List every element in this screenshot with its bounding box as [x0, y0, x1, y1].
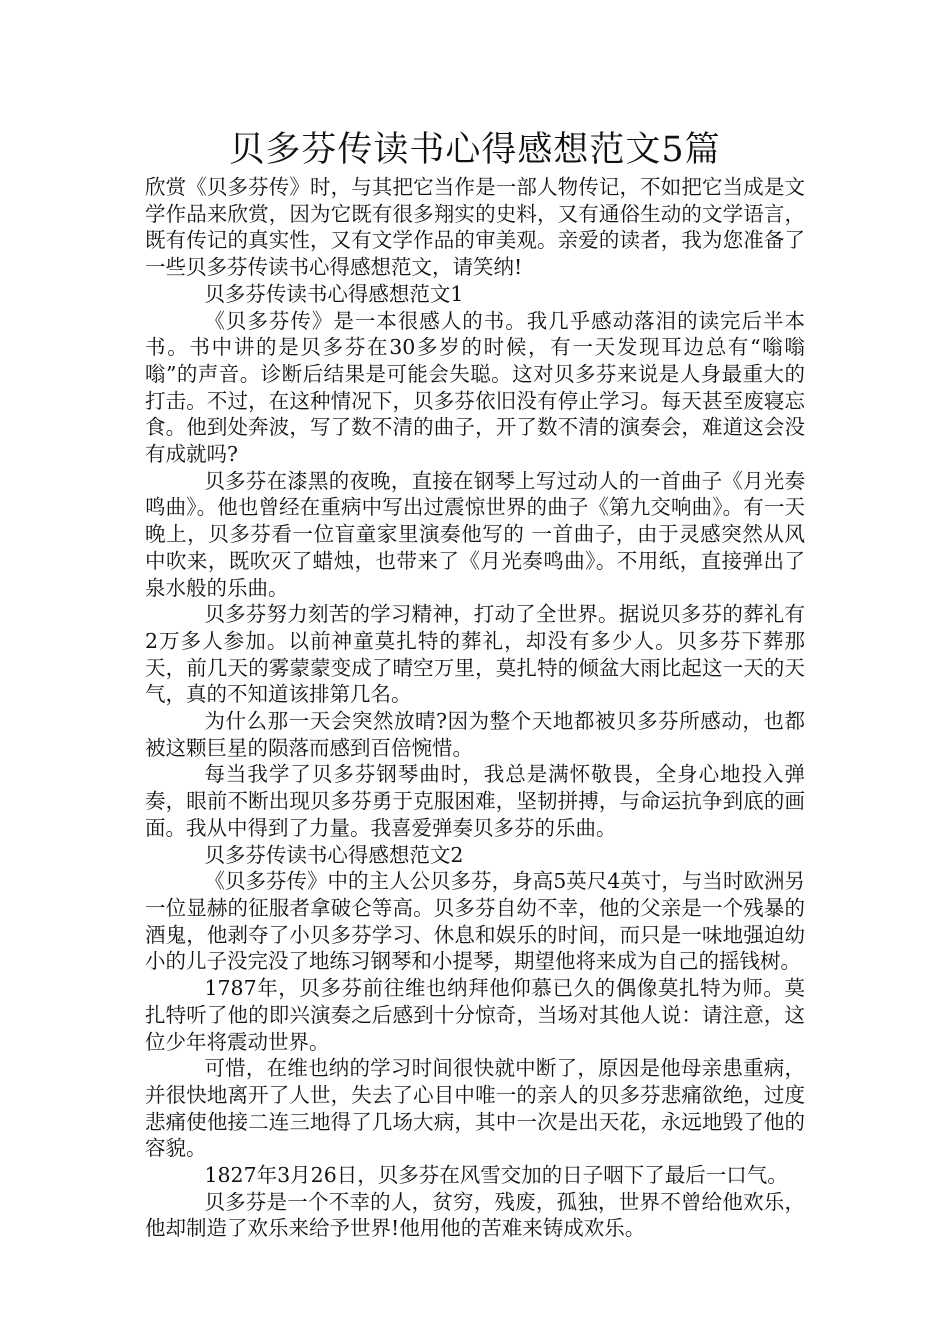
document-page: [145, 128, 805, 1242]
body-paragraph: 可惜，在维也纳的学习时间很快就中断了，原因是他母亲患重病，并很快地离开了人世，失去了心目中唯一的亲人的贝多芬悲痛欲绝，过度悲痛使他接二连三地得了几场大病，其中一次是出天花，永远地毁了他的容貌。: [145, 1056, 805, 1161]
body-paragraph: 贝多芬是一个不幸的人，贫穷，残废，孤独，世界不曾给他欢乐，他却制造了欢乐来给予世界!他用他的苦难来铸成欢乐。: [145, 1189, 805, 1241]
document-title: 贝多芬传读书心得感想范文5篇: [229, 130, 721, 170]
section-heading-1: 贝多芬传读书心得感想范文1: [204, 281, 464, 306]
body-paragraph: 《贝多芬传》是一本很感人的书。我几乎感动落泪的读完后半本书。书中讲的是贝多芬在30多岁的时候，有一天发现耳边总有“嗡嗡嗡”的声音。诊断后结果是可能会失聪。这对贝多芬来说是人身最重大的打击。不过，在这种情况下，贝多芬依旧没有停止学习。每天甚至废寝忘食。他到处奔波，写了数不清的曲子，开了数不清的演奏会，难道这会没有成就吗?: [145, 308, 805, 467]
body-paragraph: 贝多芬在漆黑的夜晚，直接在钢琴上写过动人的一首曲子《月光奏鸣曲》。他也曾经在重病中写出过震惊世界的曲子《第九交响曲》。有一天晚上，贝多芬看一位盲童家里演奏他写的 一首曲子，由于灵感突然从风中吹来，既吹灭了蜡烛，也带来了《月光奏鸣曲》。不用纸，直接弹出了泉水般的乐曲。: [145, 468, 805, 600]
body-paragraph: 1787年，贝多芬前往维也纳拜他仰慕已久的偶像莫扎特为师。莫扎特听了他的即兴演奏之后感到十分惊奇，当场对其他人说：请注意，这位少年将震动世界。: [145, 976, 805, 1054]
body-paragraph: 每当我学了贝多芬钢琴曲时，我总是满怀敬畏，全身心地投入弹奏，眼前不断出现贝多芬勇于克服困难，坚韧拼搏，与命运抗争到底的画面。我从中得到了力量。我喜爱弹奏贝多芬的乐曲。: [145, 762, 805, 840]
section-heading-2: 贝多芬传读书心得感想范文2: [204, 842, 464, 867]
intro-paragraph: 欣赏《贝多芬传》时，与其把它当作是一部人物传记，不如把它当成是文学作品来欣赏，因为它既有很多翔实的史料，又有通俗生动的文学语言，既有传记的真实性，又有文学作品的审美观。亲爱的读者，我为您准备了一些贝多芬传读书心得感想范文，请笑纳!: [145, 175, 805, 280]
body-paragraph: 《贝多芬传》中的主人公贝多芬，身高5英尺4英寸，与当时欧洲另一位显赫的征服者拿破仑等高。贝多芬自幼不幸，他的父亲是一个残暴的酒鬼，他剥夺了小贝多芬学习、休息和娱乐的时间，而只是一味地强迫幼小的儿子没完没了地练习钢琴和小提琴，期望他将来成为自己的摇钱树。: [145, 869, 805, 974]
body-paragraph: 贝多芬努力刻苦的学习精神，打动了全世界。据说贝多芬的葬礼有2万多人参加。以前神童莫扎特的葬礼，却没有多少人。贝多芬下葬那天，前几天的雾蒙蒙变成了晴空万里，莫扎特的倾盆大雨比起这一天的天气，真的不知道该排第几名。: [145, 602, 805, 707]
body-paragraph: 1827年3月26日，贝多芬在风雪交加的日子咽下了最后一口气。: [204, 1163, 788, 1188]
document-body: [145, 174, 805, 1242]
body-paragraph: 为什么那一天会突然放晴?因为整个天地都被贝多芬所感动，也都被这颗巨星的陨落而感到百倍惋惜。: [145, 709, 805, 760]
